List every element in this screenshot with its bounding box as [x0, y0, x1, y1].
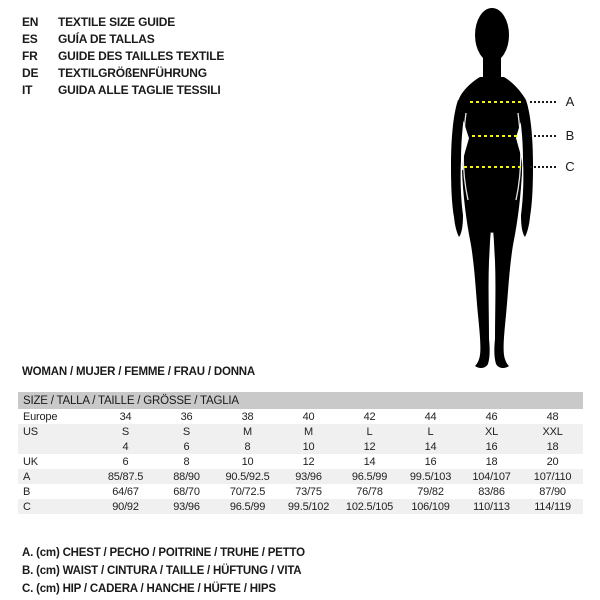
cell: 18 [522, 439, 583, 454]
cell: 102.5/105 [339, 499, 400, 514]
cell: 114/119 [522, 499, 583, 514]
table-row-us-letters [18, 424, 583, 439]
cell: 42 [363, 410, 376, 423]
cell: 18 [485, 455, 498, 468]
row-label: A [18, 469, 95, 484]
language-list [22, 14, 224, 99]
cell: 14 [400, 439, 461, 454]
cell: XXL [522, 424, 583, 439]
row-label [18, 439, 95, 454]
cell: 96.5/99 [339, 469, 400, 484]
cell: 16 [424, 455, 437, 468]
cell: 64/67 [112, 485, 139, 498]
cell: 90.5/92.5 [217, 469, 278, 484]
row-label: Europe [23, 410, 58, 423]
cell: 44 [424, 410, 437, 423]
language-title: TEXTILE SIZE GUIDE [58, 15, 176, 29]
row-label: UK [23, 455, 38, 468]
cell: 76/78 [356, 485, 383, 498]
measurement-figure [400, 5, 600, 377]
cell: 12 [302, 455, 315, 468]
cell: 6 [122, 455, 129, 468]
language-title: GUIDA ALLE TAGLIE TESSILI [58, 83, 221, 97]
table-row-europe [18, 409, 583, 424]
cell: 4 [95, 439, 156, 454]
cell: 6 [156, 439, 217, 454]
cell: 8 [217, 439, 278, 454]
cell: 107/110 [522, 469, 583, 484]
waist-label: B [565, 128, 575, 143]
table-row-waist [18, 484, 583, 499]
measurement-legend [22, 544, 305, 598]
cell: 73/75 [295, 485, 322, 498]
cell: 14 [363, 455, 376, 468]
cell: L [339, 424, 400, 439]
cell: 20 [546, 455, 559, 468]
language-row [22, 31, 224, 48]
language-code: FR [22, 49, 38, 63]
cell: 99.5/102 [278, 499, 339, 514]
table-row-chest [18, 469, 583, 484]
cell: 93/96 [156, 499, 217, 514]
cell: 83/86 [478, 485, 505, 498]
legend-line-chest: A. (cm) CHEST / PECHO / POITRINE / TRUHE / PETTO [22, 547, 305, 559]
cell: 8 [183, 455, 190, 468]
size-table-header: SIZE / TALLA / TAILLE / GRÖSSE / TAGLIA [18, 392, 583, 409]
cell: 10 [241, 455, 254, 468]
cell: 104/107 [461, 469, 522, 484]
cell: 85/87.5 [95, 469, 156, 484]
legend-line-hip: C. (cm) HIP / CADERA / HANCHE / HÜFTE / HIPS [22, 583, 276, 595]
cell: 12 [339, 439, 400, 454]
size-table-header-row [18, 392, 583, 409]
cell: 70/72.5 [229, 485, 266, 498]
cell: 38 [241, 410, 254, 423]
woman-silhouette-icon [410, 5, 580, 377]
hip-callout-line [530, 166, 556, 168]
cell: 68/70 [173, 485, 200, 498]
language-code: ES [22, 32, 38, 46]
cell: 10 [278, 439, 339, 454]
language-title: GUÍA DE TALLAS [58, 32, 155, 46]
cell: 46 [485, 410, 498, 423]
cell: 110/113 [461, 499, 522, 514]
cell: 79/82 [417, 485, 444, 498]
waist-callout-line [530, 135, 556, 137]
language-title: TEXTILGRÖßENFÜHRUNG [58, 66, 207, 80]
cell: L [400, 424, 461, 439]
cell: 87/90 [539, 485, 566, 498]
chest-label: A [565, 94, 575, 109]
language-row [22, 48, 224, 65]
table-row-hip [18, 499, 583, 514]
category-title: WOMAN / MUJER / FEMME / FRAU / DONNA [22, 366, 256, 378]
language-row [22, 14, 224, 31]
legend-line-waist: B. (cm) WAIST / CINTURA / TAILLE / HÜFTUNG / VITA [22, 565, 302, 577]
cell: 96.5/99 [217, 499, 278, 514]
chest-callout-line [530, 101, 556, 103]
cell: 34 [119, 410, 132, 423]
cell: 90/92 [95, 499, 156, 514]
table-row-us-numbers [18, 439, 583, 454]
size-table [18, 392, 583, 514]
language-row [22, 65, 224, 82]
cell: 93/96 [278, 469, 339, 484]
cell: 48 [546, 410, 559, 423]
hip-label: C [565, 159, 575, 174]
row-label: C [18, 499, 95, 514]
language-title: GUIDE DES TAILLES TEXTILE [58, 49, 225, 63]
cell: 16 [461, 439, 522, 454]
table-row-uk [18, 454, 583, 469]
cell: M [278, 424, 339, 439]
cell: S [156, 424, 217, 439]
cell: 40 [302, 410, 315, 423]
language-code: DE [22, 66, 39, 80]
language-row [22, 82, 224, 99]
language-code: EN [22, 15, 39, 29]
row-label: US [18, 424, 95, 439]
cell: 106/109 [400, 499, 461, 514]
cell: M [217, 424, 278, 439]
cell: 88/90 [156, 469, 217, 484]
cell: S [95, 424, 156, 439]
cell: XL [461, 424, 522, 439]
cell: 36 [180, 410, 193, 423]
cell: 99.5/103 [400, 469, 461, 484]
language-code: IT [22, 83, 33, 97]
row-label: B [23, 485, 31, 498]
